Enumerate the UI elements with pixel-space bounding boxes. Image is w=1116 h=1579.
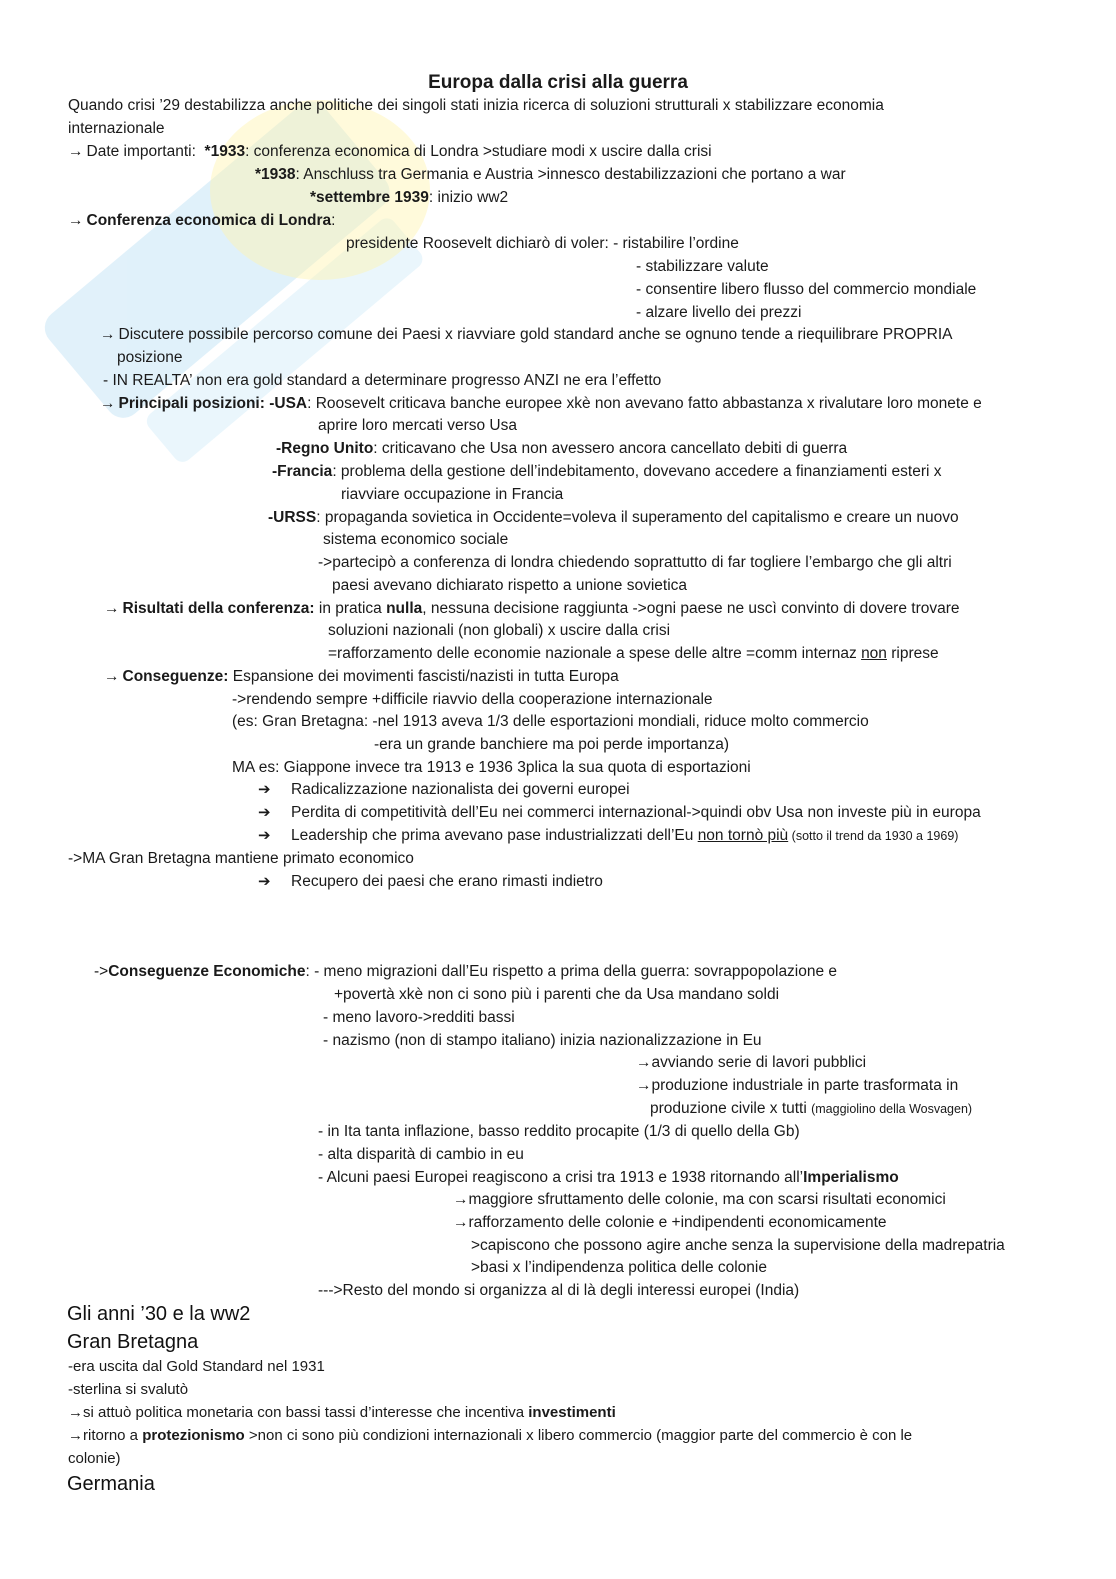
date-1939: *settembre 1939: [310, 189, 429, 206]
bullet-arrow-icon: ➔: [258, 804, 271, 821]
econ-line-3: - meno lavoro->redditi bassi: [323, 1009, 515, 1026]
econ-line-4: - nazismo (non di stampo italiano) inizia nazionalizzazione in Eu: [323, 1032, 762, 1049]
consequences-line-1: → Conseguenze: Espansione dei movimenti fascisti/nazisti in tutta Europa: [104, 668, 619, 685]
gb-line-4: →ritorno a protezionismo >non ci sono più condizioni internazionali x libero commercio (maggior parte del commercio è con le: [68, 1427, 913, 1444]
arrow-icon: →: [68, 143, 84, 160]
arrow-icon: →: [68, 212, 84, 229]
econ-line-6: →produzione industriale in parte trasformata in: [636, 1077, 959, 1094]
discuss-line-2: posizione: [117, 349, 183, 366]
arrow-icon: →: [68, 1427, 83, 1444]
heading-germania: Germania: [67, 1473, 155, 1495]
date-1938: *1938: [255, 166, 296, 183]
arrow-icon: →: [100, 395, 116, 412]
econ-line-10: - Alcuni paesi Europei reagiscono a crisi tra 1913 e 1938 ritornando all’Imperialismo: [318, 1169, 899, 1186]
dates-line-2: [255, 165, 846, 185]
econ-line-9: - alta disparità di cambio in eu: [318, 1146, 524, 1163]
econ-line-7: produzione civile x tutti (maggiolino della Wosvagen): [650, 1100, 973, 1117]
consequence-bullet-3: Leadership che prima avevano pase industrializzati dell’Eu non tornò più (sotto il trend da 1930 a 1969): [291, 827, 959, 844]
econ-line-8: - in Ita tanta inflazione, basso reddito procapite (1/3 di quello della Gb): [318, 1123, 800, 1140]
heading-anni-30: Gli anni ’30 e la ww2: [67, 1303, 251, 1325]
date-1933: *1933: [204, 143, 246, 160]
date-1933-text: : conferenza economica di Londra >studiare modi x uscire dalla crisi: [245, 143, 712, 160]
consequence-bullet-4: Recupero dei paesi che erano rimasti indietro: [291, 873, 603, 890]
bullet-arrow-icon: ➔: [258, 827, 271, 844]
arrow-icon: →: [453, 1214, 469, 1231]
econ-line-14: >basi x l’indipendenza politica delle colonie: [471, 1259, 767, 1276]
consequence-bullet-1: Radicalizzazione nazionalista dei governi europei: [291, 781, 630, 798]
heading-gran-bretagna: Gran Bretagna: [67, 1331, 199, 1353]
goal-1: - stabilizzare valute: [636, 258, 769, 275]
consequences-line-4: -era un grande banchiere ma poi perde importanza): [374, 736, 729, 753]
goal-2: - consentire libero flusso del commercio mondiale: [636, 281, 977, 298]
positions-uk: -Regno Unito: criticavano che Usa non avessero ancora cancellato debiti di guerra: [276, 440, 848, 457]
arrow-icon: →: [100, 326, 116, 343]
econ-line-15: --->Resto del mondo si organizza al di là degli interessi europei (India): [318, 1282, 800, 1299]
results-line-3: =rafforzamento delle economie nazionale a spese delle altre =comm internaz non riprese: [328, 645, 939, 662]
positions-usa-2: aprire loro mercati verso Usa: [318, 417, 517, 434]
page-title: Europa dalla crisi alla guerra: [428, 72, 688, 93]
arrow-icon: →: [453, 1191, 469, 1208]
consequences-line-5: MA es: Giappone invece tra 1913 e 1936 3plica la sua quota di esportazioni: [232, 759, 751, 776]
consequences-line-3: (es: Gran Bretagna: -nel 1913 aveva 1/3 delle esportazioni mondiali, riduce molto commercio: [232, 713, 869, 730]
bullet-arrow-icon: ➔: [258, 873, 271, 890]
conference-heading: → Conferenza economica di Londra:: [68, 212, 336, 229]
positions-usa: → Principali posizioni: -USA: Roosevelt criticava banche europee xkè non avevano fatto abbastanza x rivalutare loro monete e: [100, 395, 982, 412]
date-1938-text: : Anschluss tra Germania e Austria >innesco destabilizzazioni che portano a war: [295, 166, 846, 183]
gb-line-3: →si attuò politica monetaria con bassi tassi d’interesse che incentiva investimenti: [68, 1404, 616, 1421]
arrow-icon: →: [68, 1404, 83, 1421]
date-1939-text: : inizio ww2: [428, 189, 509, 206]
gb-primato-line: ->MA Gran Bretagna mantiene primato economico: [68, 850, 414, 867]
arrow-icon: →: [636, 1054, 652, 1071]
realta-line: - IN REALTA’ non era gold standard a determinare progresso ANZI ne era l’effetto: [103, 372, 662, 389]
arrow-icon: →: [104, 668, 120, 685]
intro-line-1: Quando crisi ’29 destabilizza anche politiche dei singoli stati inizia ricerca di soluzioni strutturali x stabilizzare economia: [68, 97, 884, 114]
positions-urss-2: sistema economico sociale: [323, 531, 509, 548]
econ-line-11: →maggiore sfruttamento delle colonie, ma con scarsi risultati economici: [453, 1191, 946, 1208]
econ-line-1: ->Conseguenze Economiche: - meno migrazioni dall’Eu rispetto a prima della guerra: sovrappopolazione e: [94, 963, 838, 980]
consequence-bullet-2: Perdita di competitività dell’Eu nei commerci internazional->quindi obv Usa non investe più in europa: [291, 804, 981, 821]
dates-label: Date importanti:: [86, 143, 196, 160]
roosevelt-line: presidente Roosevelt dichiarò di voler: - ristabilire l’ordine: [346, 235, 739, 252]
results-line-2: soluzioni nazionali (non globali) x uscire dalla crisi: [328, 622, 671, 639]
gb-line-1: -era uscita dal Gold Standard nel 1931: [68, 1358, 325, 1375]
bullet-arrow-icon: ➔: [258, 781, 271, 798]
consequences-line-2: ->rendendo sempre +difficile riavvio della cooperazione internazionale: [232, 691, 713, 708]
positions-urss-4: paesi avevano dichiarato rispetto a unione sovietica: [332, 577, 688, 594]
econ-line-12: →rafforzamento delle colonie e +indipendenti economicamente: [453, 1214, 887, 1231]
gb-line-5: colonie): [68, 1450, 121, 1467]
results-line-1: → Risultati della conferenza: in pratica nulla, nessuna decisione raggiunta ->ogni paese ne uscì convinto di dovere trovare: [104, 600, 960, 617]
arrow-icon: →: [104, 600, 120, 617]
econ-line-2: +povertà xkè non ci sono più i parenti che da Usa mandano soldi: [334, 986, 780, 1003]
dates-line-1: [68, 142, 712, 162]
positions-urss: -URSS: propaganda sovietica in Occidente=voleva il superamento del capitalismo e creare un nuovo: [268, 509, 959, 526]
econ-line-5: →avviando serie di lavori pubblici: [636, 1054, 867, 1071]
positions-france-2: riavviare occupazione in Francia: [341, 486, 564, 503]
intro-line-2: internazionale: [68, 120, 165, 137]
econ-line-13: >capiscono che possono agire anche senza la supervisione della madrepatria: [471, 1237, 1005, 1254]
dates-line-3: [310, 188, 508, 208]
discuss-line-1: → Discutere possibile percorso comune dei Paesi x riavviare gold standard anche se ognuno tende a riequilibrare PROPRIA: [100, 326, 953, 343]
positions-urss-3: ->partecipò a conferenza di londra chiedendo soprattutto di far togliere l’embargo che gli altri: [318, 554, 952, 571]
arrow-icon: →: [636, 1077, 652, 1094]
positions-france: -Francia: problema della gestione dell’indebitamento, dovevano accedere a finanziamenti esteri x: [272, 463, 942, 480]
goal-3: - alzare livello dei prezzi: [636, 304, 802, 321]
gb-line-2: -sterlina si svalutò: [68, 1381, 189, 1398]
